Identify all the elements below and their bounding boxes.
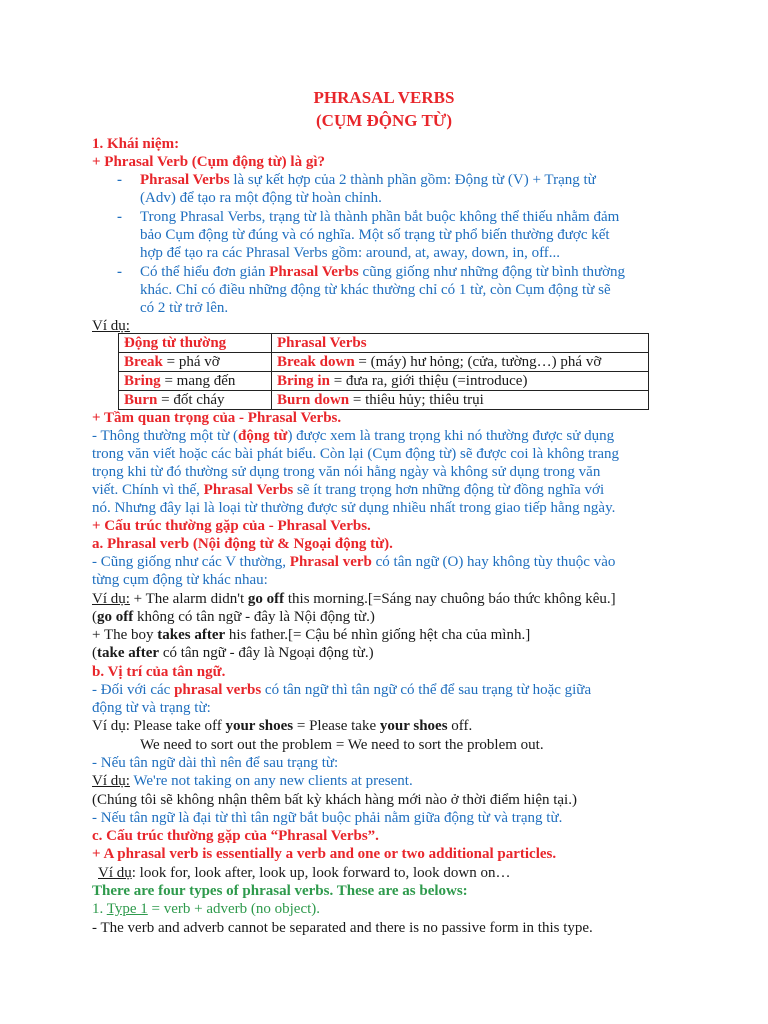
subsection-b-heading: b. Vị trí của tân ngữ. bbox=[92, 664, 226, 680]
term: Phrasal Verbs bbox=[269, 264, 359, 280]
text: off. bbox=[447, 718, 473, 734]
text: cũng giống như những động từ bình thường bbox=[358, 264, 626, 280]
text: - Cũng giống như các V thường, bbox=[92, 554, 290, 570]
subsection-c-heading: c. Cấu trúc thường gặp của “Phrasal Verbs”. bbox=[92, 828, 379, 844]
term: Bring bbox=[124, 373, 161, 389]
table-row bbox=[119, 372, 649, 391]
text: = verb + adverb (no object). bbox=[147, 901, 321, 917]
question-heading: + Phrasal Verb (Cụm động từ) là gì? bbox=[92, 154, 325, 170]
subsection-a-line-1 bbox=[92, 553, 615, 571]
text: là sự kết hợp của 2 thành phần gồm: Động từ (V) + Trạng từ bbox=[229, 172, 596, 188]
text: We're not taking on any new clients at present. bbox=[129, 773, 413, 789]
example-2 bbox=[92, 626, 530, 644]
term: Phrasal Verbs bbox=[140, 172, 230, 188]
subsection-a-heading: a. Phrasal verb (Nội động từ & Ngoại động từ). bbox=[92, 536, 393, 552]
importance-heading: + Tầm quan trọng của - Phrasal Verbs. bbox=[92, 410, 342, 426]
term: takes after bbox=[157, 627, 226, 643]
subsection-b-line-2: động từ và trạng từ: bbox=[92, 700, 211, 716]
text: = đưa ra, giới thiệu (=introduce) bbox=[329, 373, 528, 389]
text: có tân ngữ (O) hay không tùy thuộc vào bbox=[371, 554, 616, 570]
text: = phá vỡ bbox=[162, 354, 220, 370]
bullet-marker: - bbox=[117, 264, 122, 280]
text: có tân ngữ thì tân ngữ có thể để sau trạng từ hoặc giữa bbox=[261, 682, 592, 698]
text: = mang đến bbox=[160, 373, 236, 389]
verbs-table bbox=[118, 333, 649, 410]
subsection-b-example-2: We need to sort out the problem = We need to sort the problem out. bbox=[140, 737, 544, 753]
text: + The boy bbox=[92, 627, 158, 643]
text: 1. bbox=[92, 901, 107, 917]
term: Break bbox=[124, 354, 163, 370]
text: viết. Chính vì thế, bbox=[92, 482, 204, 498]
text: Ví dụ: Please take off bbox=[92, 718, 226, 734]
importance-line-3: trọng khi từ đó thường sử dụng trong văn nói hằng ngày và không sử dụng trong văn bbox=[92, 464, 601, 480]
table-row bbox=[119, 391, 649, 410]
table-cell bbox=[272, 372, 649, 391]
type-label: Type 1 bbox=[106, 901, 148, 917]
text: ( bbox=[92, 645, 97, 661]
text: ) được xem là trang trọng khi nó thường được sử dụng bbox=[287, 428, 615, 444]
term: take after bbox=[97, 645, 160, 661]
table-cell bbox=[272, 353, 649, 372]
term: go off bbox=[247, 591, 285, 607]
importance-line-5: nó. Nhưng đây lại là loại từ thường được sử dụng nhiều nhất trong giao tiếp hằng ngày. bbox=[92, 500, 616, 516]
term: Phrasal Verbs bbox=[203, 482, 294, 498]
subsection-b-note-2: - Nếu tân ngữ là đại từ thì tân ngữ bắt buộc phải nằm giữa động từ và trạng từ. bbox=[92, 810, 563, 826]
bullet-2-line-2: bảo Cụm động từ đúng và có nghĩa. Một số trạng từ phổ biến thường được kết bbox=[140, 227, 610, 243]
term: your shoes bbox=[379, 718, 448, 734]
example-1 bbox=[92, 590, 616, 608]
structure-heading: + Cấu trúc thường gặp của - Phrasal Verbs. bbox=[92, 518, 371, 534]
text: - Thông thường một từ ( bbox=[92, 428, 238, 444]
term: Bring in bbox=[277, 373, 330, 389]
text: không có tân ngữ - đây là Nội động từ.) bbox=[133, 609, 375, 625]
type-1-description: - The verb and adverb cannot be separated and there is no passive form in this type. bbox=[92, 920, 593, 936]
text: = Please take bbox=[293, 718, 380, 734]
text: Có thể hiểu đơn giản bbox=[140, 264, 270, 280]
example-label: Ví dụ bbox=[98, 865, 132, 881]
text: : look for, look after, look up, look forward to, look down on… bbox=[131, 865, 511, 881]
doc-title: PHRASAL VERBS bbox=[313, 88, 455, 107]
term: go off bbox=[97, 609, 134, 625]
bullet-marker: - bbox=[117, 209, 122, 225]
bullet-2-line-3: hợp để tạo ra các Phrasal Verbs gồm: around, at, away, down, in, off... bbox=[140, 245, 561, 261]
text: = (máy) hư hỏng; (cửa, tường…) phá vỡ bbox=[354, 354, 602, 370]
importance-line-1 bbox=[92, 427, 614, 445]
table-header-row bbox=[119, 334, 649, 353]
bullet-3-line-3: có 2 từ trở lên. bbox=[140, 300, 229, 316]
table-cell bbox=[272, 391, 649, 410]
text: = thiêu hủy; thiêu trụi bbox=[349, 392, 484, 408]
example-label: Ví dụ: bbox=[92, 318, 130, 334]
text: his father.[= Cậu bé nhìn giống hệt cha của mình.] bbox=[225, 627, 531, 643]
example-label: Ví dụ: bbox=[92, 773, 130, 789]
doc-subtitle: (CỤM ĐỘNG TỪ) bbox=[316, 111, 452, 130]
bullet-1-line-1 bbox=[140, 171, 596, 189]
term: Phrasal verb bbox=[289, 554, 372, 570]
bullet-1-line-2: (Adv) để tạo ra một động từ hoàn chỉnh. bbox=[140, 190, 382, 206]
importance-line-2: trong văn viết hoặc các bài phát biểu. Còn lại (Cụm động từ) sẽ được coi là không trang bbox=[92, 446, 619, 462]
example-label: Ví dụ: bbox=[92, 591, 130, 607]
term: động từ bbox=[238, 428, 288, 444]
table-cell bbox=[119, 372, 272, 391]
subsection-c-example bbox=[98, 864, 511, 882]
type-1-line bbox=[92, 900, 320, 918]
subsection-b-note-1: - Nếu tân ngữ dài thì nên để sau trạng từ: bbox=[92, 755, 339, 771]
table-cell bbox=[119, 353, 272, 372]
example-1-note bbox=[92, 608, 375, 626]
section-heading: 1. Khái niệm: bbox=[92, 136, 180, 152]
bullet-marker: - bbox=[117, 172, 122, 188]
types-heading: There are four types of phrasal verbs. These are as belows: bbox=[92, 883, 468, 899]
table-cell bbox=[119, 391, 272, 410]
subsection-b-translation: (Chúng tôi sẽ không nhận thêm bất kỳ khách hàng mới nào ở thời điểm hiện tại.) bbox=[92, 792, 577, 808]
subsection-b-example-1 bbox=[92, 717, 472, 735]
bullet-3-line-2: khác. Chỉ có điều những động từ khác thường chỉ có 1 từ, còn Cụm động từ sẽ bbox=[140, 282, 611, 298]
text: + The alarm didn't bbox=[129, 591, 248, 607]
subsection-b-line-1 bbox=[92, 681, 591, 699]
subsection-c-line-1: + A phrasal verb is essentially a verb and one or two additional particles. bbox=[92, 846, 557, 862]
term: Burn bbox=[124, 392, 158, 408]
table-row bbox=[119, 353, 649, 372]
text: có tân ngữ - đây là Ngoại động từ.) bbox=[159, 645, 374, 661]
term: phrasal verbs bbox=[174, 682, 262, 698]
text: = đốt cháy bbox=[157, 392, 225, 408]
header-col-1: Động từ thường bbox=[119, 334, 272, 353]
importance-line-4 bbox=[92, 481, 604, 499]
bullet-2-line-1: Trong Phrasal Verbs, trạng từ là thành phần bắt buộc không thể thiếu nhằm đảm bbox=[140, 209, 620, 225]
term: Burn down bbox=[277, 392, 350, 408]
subsection-b-example-3 bbox=[92, 772, 413, 790]
text: this morning.[=Sáng nay chuông báo thức không kêu.] bbox=[284, 591, 616, 607]
term: Break down bbox=[277, 354, 355, 370]
text: sẽ ít trang trọng hơn những động từ đồng nghĩa với bbox=[293, 482, 605, 498]
example-2-note bbox=[92, 644, 374, 662]
term: your shoes bbox=[225, 718, 294, 734]
text: ( bbox=[92, 609, 97, 625]
text: - Đối với các bbox=[92, 682, 175, 698]
subsection-a-line-2: từng cụm động từ khác nhau: bbox=[92, 572, 268, 588]
bullet-3-line-1 bbox=[140, 263, 625, 281]
header-col-2: Phrasal Verbs bbox=[272, 334, 649, 353]
